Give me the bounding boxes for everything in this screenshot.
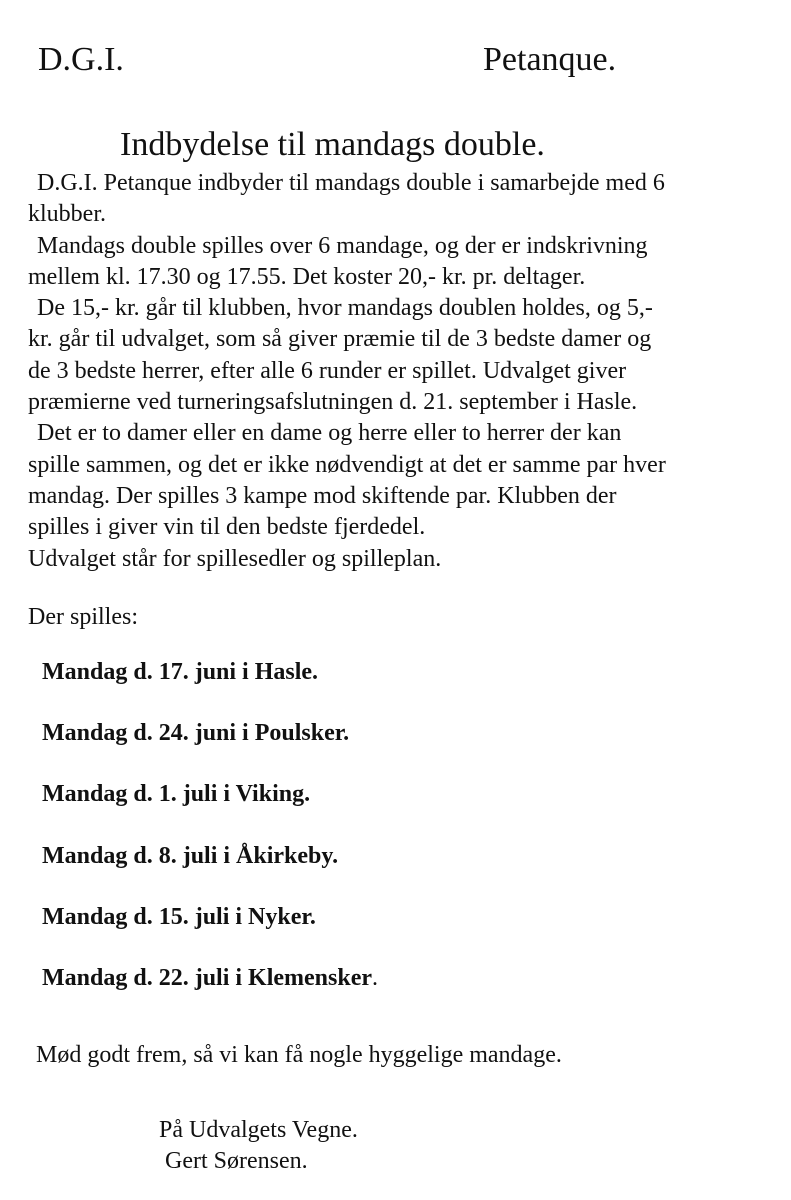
body-line: spilles i giver vin til den bedste fjerdedel.	[28, 514, 426, 541]
schedule-item-text: Mandag d. 17. juni i Hasle.	[42, 659, 319, 685]
schedule-item-text: Mandag d. 8. juli i Åkirkeby.	[42, 842, 339, 869]
body-line: spille sammen, og det er ikke nødvendigt at det er samme par hver	[28, 451, 666, 478]
document-title: Indbydelse til mandags double.	[120, 126, 545, 163]
body-line: De 15,- kr. går til klubben, hvor mandags doublen holdes, og 5,-	[37, 295, 653, 322]
body-line: præmierne ved turneringsafslutningen d. 21. september i Hasle.	[28, 389, 638, 416]
schedule-item-text: Mandag d. 1. juli i Viking.	[42, 781, 311, 808]
body-line: Udvalget står for spillesedler og spilleplan.	[28, 545, 442, 572]
schedule-item	[42, 841, 378, 871]
closing-remark: Mød godt frem, så vi kan få nogle hyggelige mandage.	[36, 1042, 562, 1068]
body-line: klubber.	[28, 201, 106, 228]
body-line: Mandags double spilles over 6 mandage, og der er indskrivning	[37, 232, 648, 259]
schedule-item-text: Mandag d. 24. juni i Poulsker.	[42, 720, 350, 747]
schedule-item-text: Mandag d. 22. juli i Klemensker	[42, 964, 373, 991]
schedule-list	[42, 657, 378, 1024]
body-line: mandag. Der spilles 3 kampe mod skiftende par. Klubben der	[28, 482, 617, 509]
schedule-item	[42, 963, 378, 993]
body-line: D.G.I. Petanque indbyder til mandags double i samarbejde med 6	[37, 170, 665, 196]
signature-line: På Udvalgets Vegne.	[159, 1117, 358, 1143]
schedule-item	[42, 718, 378, 748]
schedule-item	[42, 657, 378, 687]
body-line: kr. går til udvalget, som så giver præmie til de 3 bedste damer og	[28, 326, 652, 353]
schedule-item-text: Mandag d. 15. juli i Nyker.	[42, 903, 316, 930]
invitation-body	[28, 168, 768, 575]
body-line: Det er to damer eller en dame og herre eller to herrer der kan	[37, 420, 622, 447]
body-line: mellem kl. 17.30 og 17.55. Det koster 20,- kr. pr. deltager.	[28, 263, 586, 290]
schedule-item	[42, 779, 378, 809]
schedule-item	[42, 902, 378, 932]
signature-name: Gert Sørensen.	[165, 1148, 308, 1174]
sport-name: Petanque.	[483, 41, 617, 78]
body-line: de 3 bedste herrer, efter alle 6 runder er spillet. Udvalget giver	[28, 357, 627, 384]
schedule-item-tail: .	[372, 964, 379, 991]
schedule-intro: Der spilles:	[28, 604, 138, 630]
organization-name: D.G.I.	[38, 41, 124, 78]
